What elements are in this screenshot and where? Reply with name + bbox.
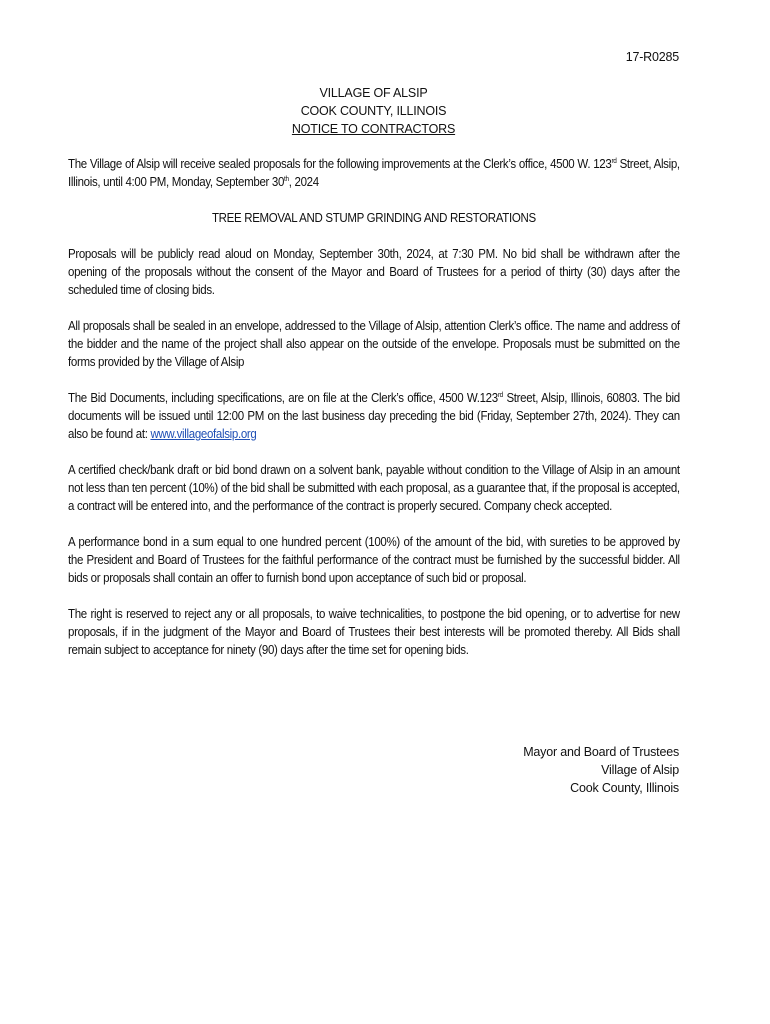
notice-heading (0, 84, 747, 138)
performance-bond-paragraph: A performance bond in a sum equal to one hundred percent (100%) of the amount of the bid, with sureties to be approved by the President and Board of Trustees for the faithful performance of the contract must be furnished by the successful bidder. All bids or proposals shall contain an offer to furnish bond upon acceptance of such bid or proposal. (68, 535, 680, 585)
signature-village: Village of Alsip (601, 763, 679, 777)
signature-county: Cook County, Illinois (570, 781, 679, 795)
heading-county: COOK COUNTY, ILLINOIS (300, 104, 447, 118)
bid-documents-paragraph: The Bid Documents, including specifications, are on file at the Clerk’s office, 4500 W.123rd Street, Alsip, Illinois, 60803. The bid documents will be issued until 12:00 PM on the last business day preceding the bid (Friday, September 27th, 2024). They can also be found at: www.villageofalsip.org (68, 391, 680, 441)
project-subject: TREE REMOVAL AND STUMP GRINDING AND RESTORATIONS (211, 211, 536, 225)
signature-board: Mayor and Board of Trustees (523, 745, 679, 759)
notice-body (68, 155, 680, 677)
intro-paragraph: The Village of Alsip will receive sealed proposals for the following improvements at the Clerk’s office, 4500 W. 123rd Street, Alsip, Illinois, until 4:00 PM, Monday, September 30th, 2024 (68, 157, 680, 189)
bid-bond-paragraph: A certified check/bank draft or bid bond drawn on a solvent bank, payable without condition to the Village of Alsip in an amount not less than ten percent (10%) of the bid shall be submitted with each proposal, as a guarantee that, if the proposal is accepted, a contract will be entered into, and the performance of the contract is properly secured. Company check accepted. (68, 463, 680, 513)
reading-paragraph: Proposals will be publicly read aloud on Monday, September 30th, 2024, at 7:30 PM. No bid shall be withdrawn after the opening of the proposals without the consent of the Mayor and Board of Trustees for a period of thirty (30) days after the scheduled time of closing bids. (68, 247, 680, 297)
heading-village: VILLAGE OF ALSIP (319, 86, 428, 100)
heading-notice-title: NOTICE TO CONTRACTORS (291, 122, 456, 136)
signature-block (523, 743, 679, 797)
sealed-paragraph: All proposals shall be sealed in an envelope, addressed to the Village of Alsip, attention Clerk’s office. The name and address of the bidder and the name of the project shall also appear on the outside of the envelope. Proposals must be submitted on the forms provided by the Village of Alsip (68, 319, 680, 369)
village-website-link[interactable]: www.villageofalsip.org (150, 427, 257, 441)
document-id: 17-R0285 (625, 50, 679, 64)
rights-reserved-paragraph: The right is reserved to reject any or all proposals, to waive technicalities, to postpone the bid opening, or to advertise for new proposals, if in the judgment of the Mayor and Board of Trustees their best interests will be promoted thereby. All Bids shall remain subject to acceptance for ninety (90) days after the time set for opening bids. (68, 607, 680, 657)
